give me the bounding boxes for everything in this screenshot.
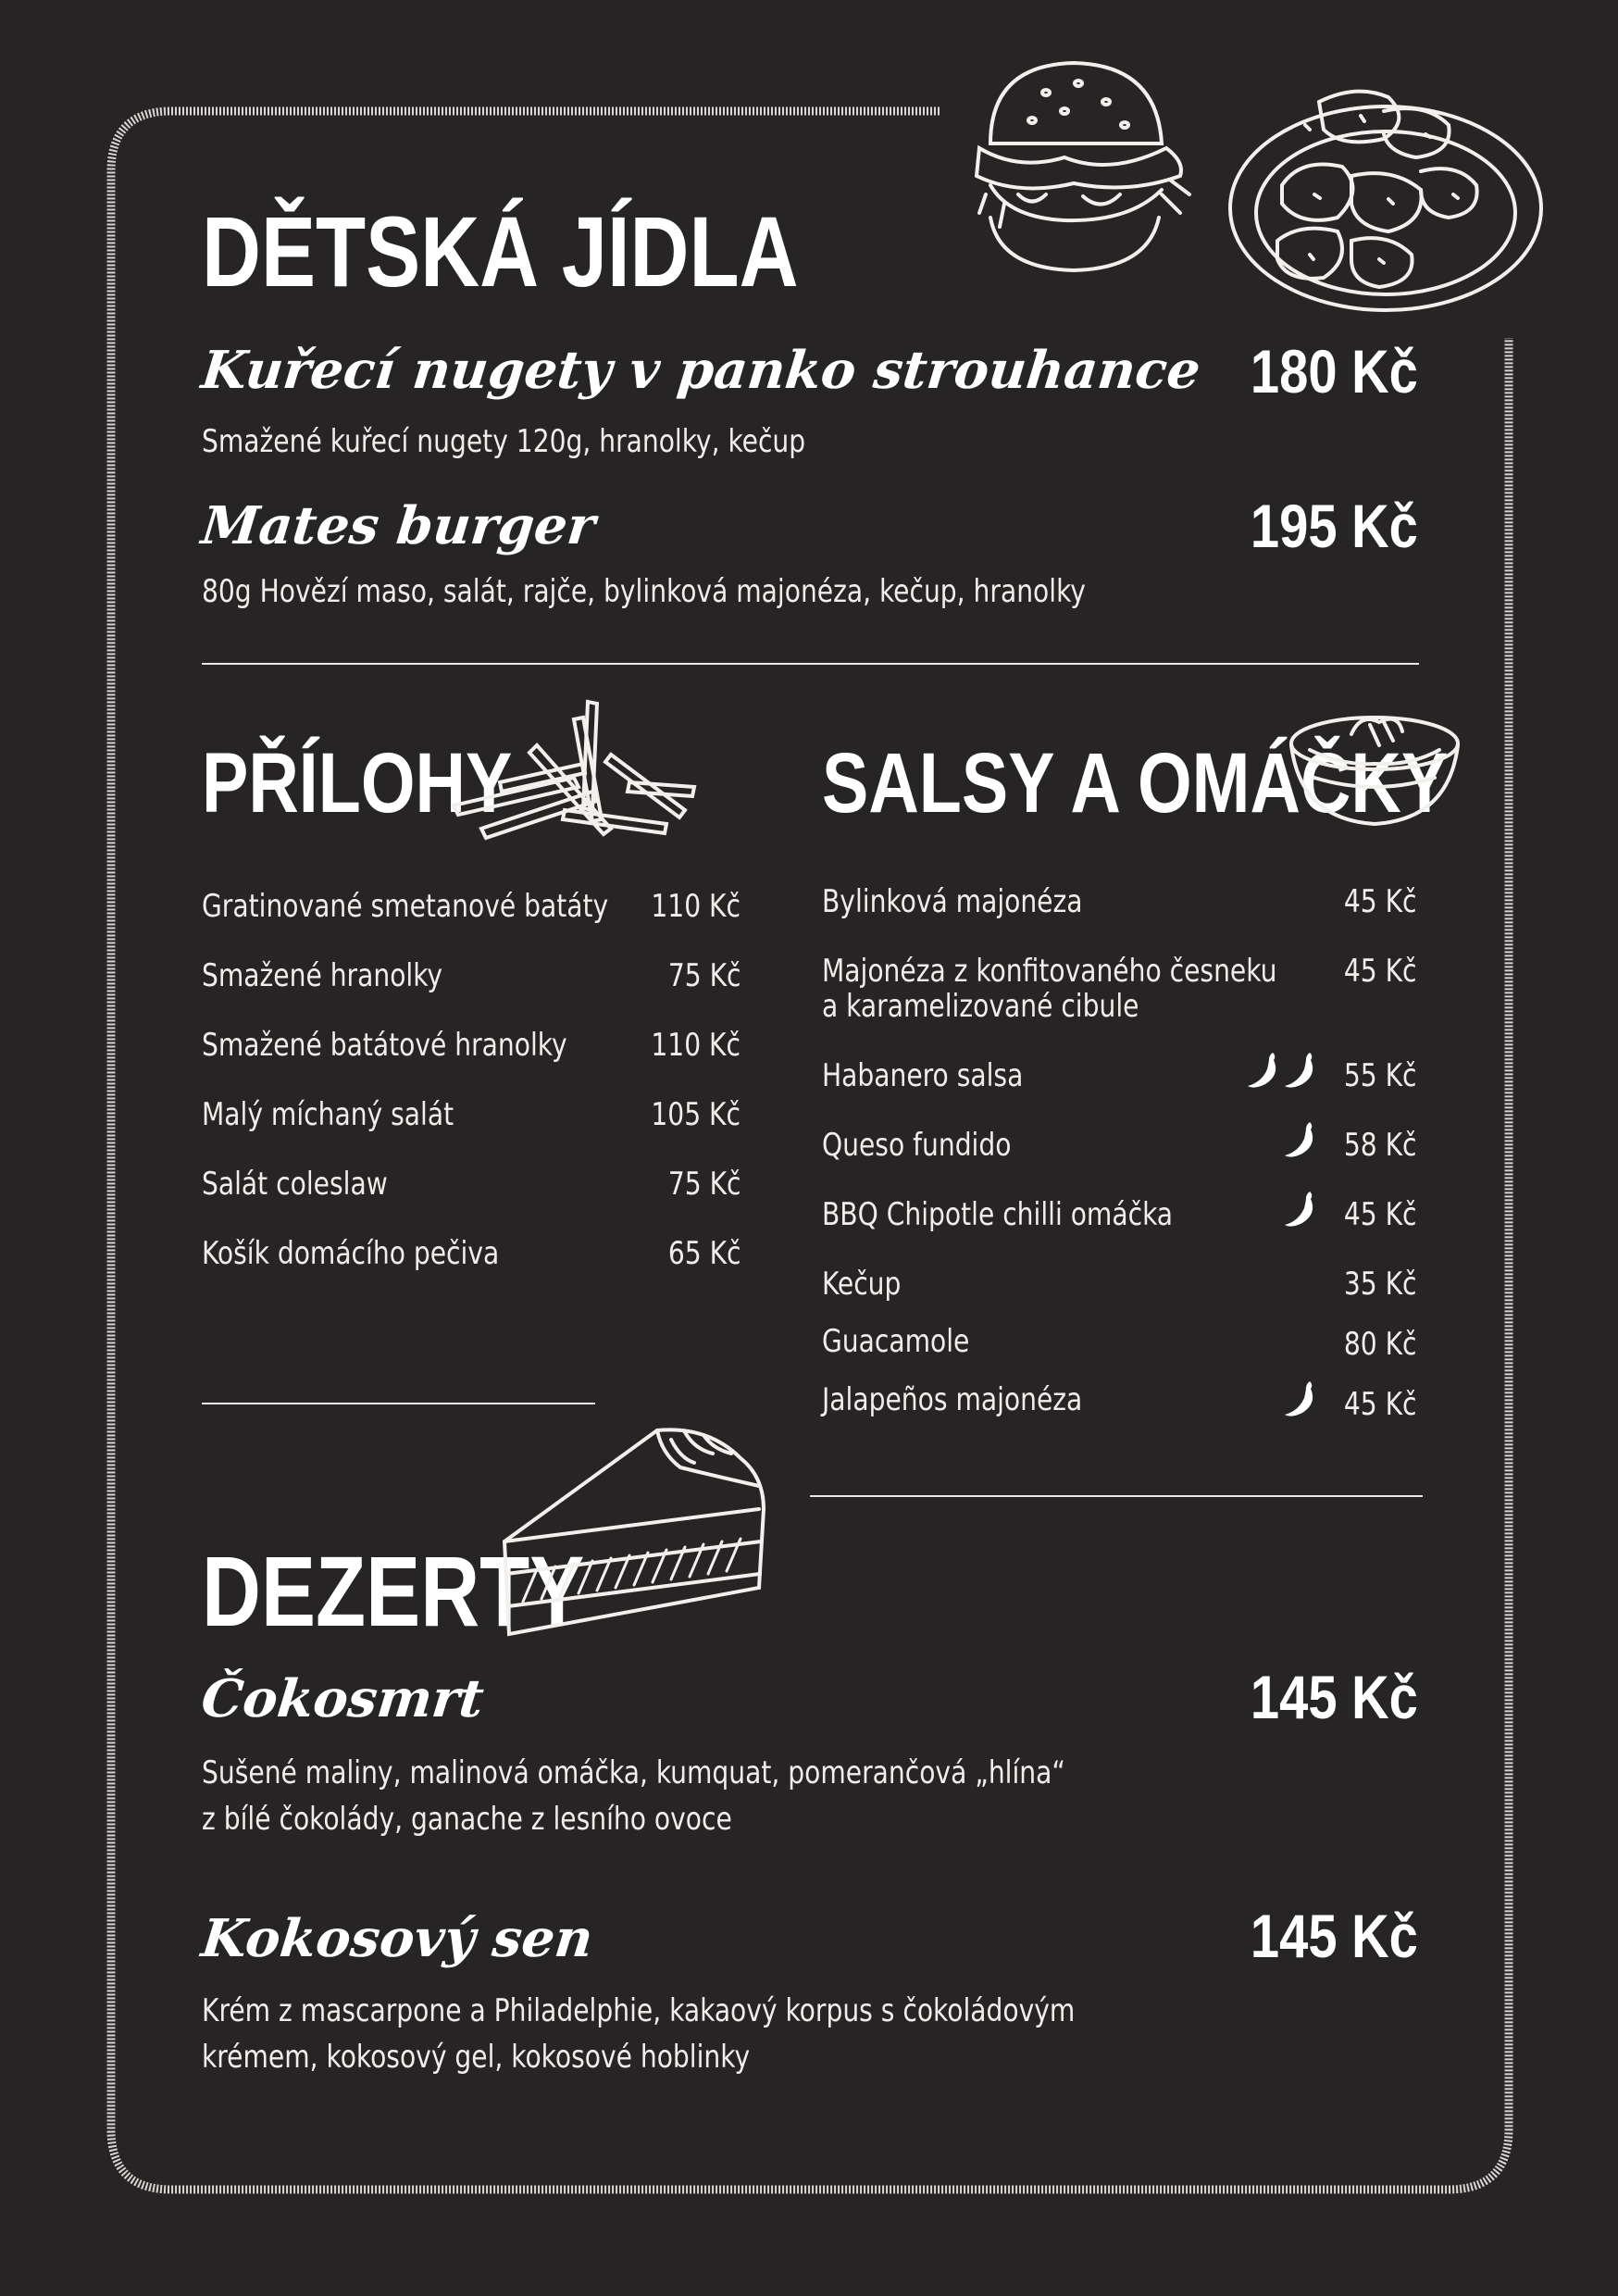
dessert-item-price: 145 Kč [1251,1902,1418,1970]
side-item-price: 110 Kč [651,1027,741,1064]
side-item-price: 105 Kč [651,1096,741,1133]
kids-item-price: 195 Kč [1251,492,1418,560]
kids-item-name: Kuřecí nugety v panko strouhance [198,340,1203,401]
sauce-item-name: Kečup [822,1266,902,1303]
section-divider [202,663,1419,665]
side-item-price: 75 Kč [667,957,741,994]
sauce-item-name: Guacamole [822,1323,970,1360]
chili-pepper-icon [1282,1188,1321,1230]
sauce-item-name: Bylinková majonéza [822,883,1083,920]
section-divider [810,1495,1423,1497]
sides-section-title: PŘÍLOHY [202,736,513,830]
section-divider [202,1403,595,1404]
sauce-item-name: Queso fundido [822,1127,1012,1164]
sauce-item-name-line2: a karamelizované cibule [822,988,1139,1025]
dessert-item-desc: krémem, kokosový gel, kokosové hoblinky [202,2039,751,2076]
sauce-bowl-icon [1287,708,1462,829]
side-item-price: 65 Kč [667,1235,741,1272]
chili-pepper-icon [1282,1049,1321,1092]
sauce-item-name: Jalapeños majonéza [822,1381,1083,1418]
sauce-item-price: 45 Kč [1343,953,1416,990]
dessert-item-desc: Krém z mascarpone a Philadelphie, kakaový korpus s čokoládovým [202,1992,1076,2029]
side-item-name: Smažené batátové hranolky [202,1027,567,1064]
fries-icon [444,699,699,847]
kids-item-desc: Smažené kuřecí nugety 120g, hranolky, kečup [202,423,806,460]
sauces-section-title: SALSY A OMÁČKY [822,736,1449,830]
nuggets-plate-icon [1226,83,1546,324]
side-item-name: Malý míchaný salát [202,1096,454,1133]
side-item-name: Smažené hranolky [202,957,443,994]
side-item-name: Košík domácího pečiva [202,1235,500,1272]
dessert-item-price: 145 Kč [1251,1663,1418,1731]
sauce-item-price: 35 Kč [1343,1266,1416,1303]
dessert-item-desc: Sušené maliny, malinová omáčka, kumquat, pomerančová „hlína“ [202,1754,1065,1791]
dessert-item-name: Kokosový sen [198,1908,596,1969]
cake-slice-icon [495,1421,768,1639]
kids-section-title: DĚTSKÁ JÍDLA [202,195,799,307]
chili-pepper-icon [1282,1118,1321,1161]
sauce-item-price: 58 Kč [1343,1127,1416,1164]
chili-pepper-icon [1282,1378,1321,1420]
kids-item-price: 180 Kč [1251,337,1418,406]
side-item-price: 75 Kč [667,1166,741,1203]
dessert-item-name: Čokosmrt [198,1668,487,1729]
chili-pepper-icon [1245,1049,1284,1092]
burger-icon [963,56,1203,278]
side-item-name: Gratinované smetanové batáty [202,888,609,925]
sauce-item-price: 45 Kč [1343,1386,1416,1423]
side-item-price: 110 Kč [651,888,741,925]
kids-item-name: Mates burger [198,495,598,556]
sauce-item-price: 45 Kč [1343,883,1416,920]
desserts-section-title: DEZERTY [202,1535,585,1647]
sauce-item-name: Habanero salsa [822,1057,1024,1094]
sauce-item-name: Majonéza z konfitovaného česneku [822,953,1277,990]
sauce-item-price: 55 Kč [1343,1057,1416,1094]
kids-item-desc: 80g Hovězí maso, salát, rajče, bylinková majonéza, kečup, hranolky [202,573,1086,610]
sauce-item-name: BBQ Chipotle chilli omáčka [822,1196,1174,1233]
sauce-item-price: 45 Kč [1343,1196,1416,1233]
dessert-item-desc: z bílé čokolády, ganache z lesního ovoce [202,1801,732,1838]
side-item-name: Salát coleslaw [202,1166,388,1203]
sauce-item-price: 80 Kč [1343,1326,1416,1363]
